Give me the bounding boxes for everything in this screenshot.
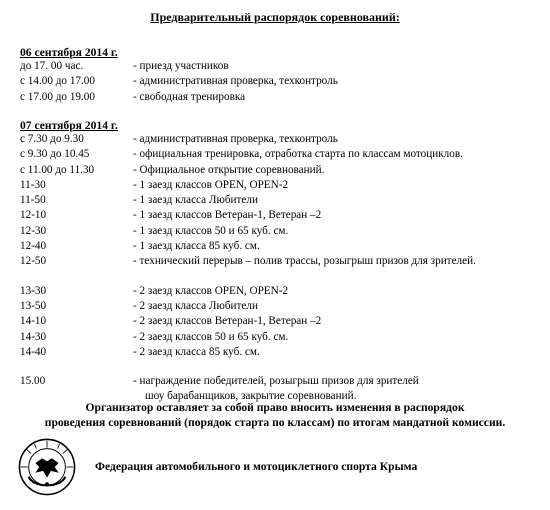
organizer-note-line1: Организатор оставляет за собой право вносить изменения в распорядок [85,401,465,414]
schedule-row [20,208,540,223]
schedule-desc: - 1 заезд классов Ветеран-1, Ветеран –2 [133,209,322,222]
schedule-desc: - 2 заезд класса Любители [133,299,258,312]
schedule-desc: - 2 заезд класса 85 куб. см. [133,345,260,358]
schedule-desc: - Официальное открытие соревнований. [133,163,325,176]
schedule-desc: - 1 заезд класса Любители [133,194,258,207]
schedule-time: с 14.00 до 17.00 [20,75,95,88]
schedule-time: 12-40 [20,240,47,253]
schedule-row [20,193,540,208]
schedule-desc-continuation: шоу барабанщиков, закрытие соревнований. [145,390,357,403]
schedule-row [20,330,540,345]
schedule-time: 12-30 [20,224,47,237]
schedule-row [20,147,540,162]
schedule-time: 13-50 [20,299,47,312]
federation-logo-emblem [18,438,76,496]
schedule-row [20,178,540,193]
schedule-row [20,299,540,314]
spacer [20,360,540,374]
schedule-time: 13-30 [20,284,47,297]
schedule-time: с 7.30 до 9.30 [20,133,84,145]
schedule-time: 12-10 [20,209,47,222]
schedule-time: 11-50 [20,194,46,207]
schedule-time: 11-30 [20,178,46,191]
schedule-row [20,224,540,239]
schedule-time: 15.00 [20,375,46,388]
date-heading-day1: 06 сентября 2014 г. [20,46,118,59]
schedule-desc: - технический перерыв – полив трассы, розыгрыш призов для зрителей. [133,255,476,268]
schedule-desc: - административная проверка, техконтроль [133,75,338,88]
spacer [20,270,540,284]
schedule-time: 14-40 [20,345,47,358]
schedule-row [20,59,540,74]
schedule-row [20,314,540,329]
schedule-row [20,254,540,269]
schedule-desc: - свободная тренировка [133,90,246,103]
schedule-desc: - административная проверка, техконтроль [133,133,338,145]
schedule-desc: - приезд участников [133,60,229,72]
schedule-row [20,163,540,178]
schedule-desc: - награждение победителей, розыгрыш призов для зрителей [133,375,419,388]
schedule-desc: - 1 заезд классов 50 и 65 куб. см. [133,224,289,237]
schedule-desc: - официальная тренировка, отработка старта по классам мотоциклов. [133,148,463,161]
federation-name: Федерация автомобильного и мотоциклетного спорта Крыма [95,460,418,473]
schedule-day2 [20,132,540,405]
schedule-row [20,74,540,89]
schedule-desc: - 1 заезд классов OPEN, OPEN-2 [133,178,289,191]
schedule-row [20,239,540,254]
schedule-time: с 11.00 до 11.30 [20,163,95,176]
schedule-row [20,284,540,299]
schedule-time: 14-30 [20,330,47,343]
page-title: Предварительный распорядок соревнований: [150,10,400,24]
schedule-desc: - 2 заезд классов OPEN, OPEN-2 [133,284,289,297]
schedule-desc: - 1 заезд класса 85 куб. см. [133,240,260,253]
schedule-time: 12-50 [20,255,47,268]
schedule-time: 14-10 [20,315,47,328]
schedule-desc: - 2 заезд классов 50 и 65 куб. см. [133,330,289,343]
organizer-note-line2: проведения соревнований (порядок старта по классам) по итогам мандатной комиссии. [44,416,506,429]
schedule-time: с 9.30 до 10.45 [20,148,90,161]
schedule-time: с 17.00 до 19.00 [20,90,95,103]
schedule-row [20,345,540,360]
date-heading-day2: 07 сентября 2014 г. [20,119,118,132]
schedule-day1 [20,59,540,105]
schedule-row [20,90,540,105]
schedule-desc: - 2 заезд классов Ветеран-1, Ветеран –2 [133,315,322,328]
schedule-row-final [20,374,540,389]
schedule-row [20,132,540,147]
schedule-time: до 17. 00 час. [20,60,84,72]
